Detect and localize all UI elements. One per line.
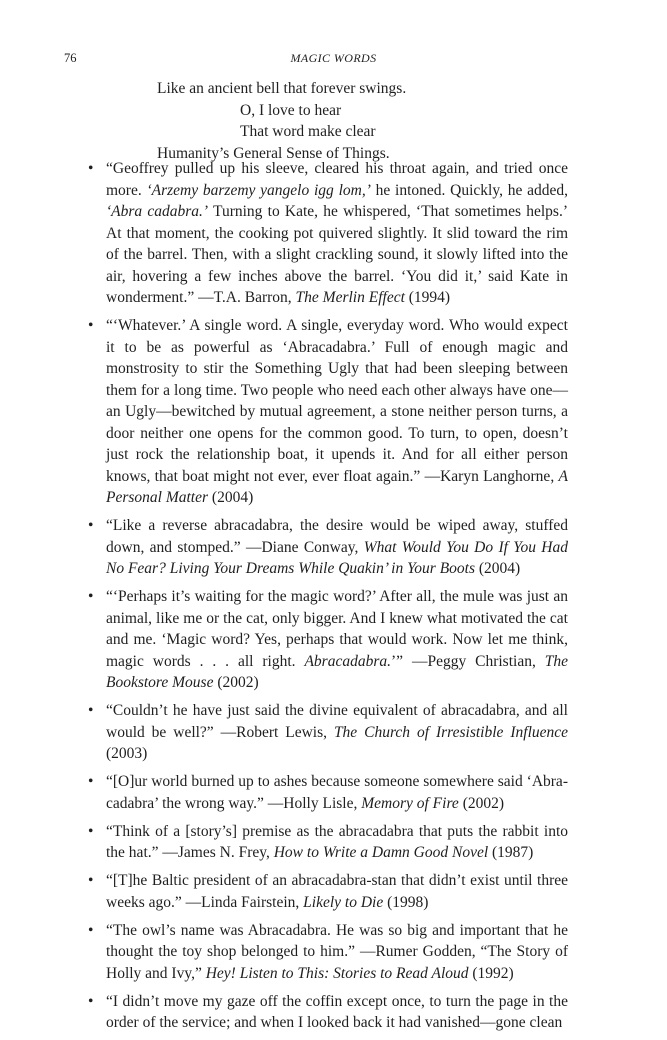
quotation-item <box>88 700 568 765</box>
quotation-text <box>106 771 568 814</box>
quotation-segment: he intoned. Quickly, he added, <box>370 181 568 199</box>
quotation-segment: (2003) <box>106 745 148 762</box>
poem-line: Humanity’s General Sense of Things. <box>157 144 390 162</box>
quotation-segment: “‘Perhaps it’s waiting for the magic word?’ After all, the mule was just an animal, like me or the cat, only bigger. And I knew what motivated the cat and me. ‘Magic word? Yes, perhaps that would work. Now let me think, magic words . . . all right. <box>106 588 568 670</box>
quotation-segment: (1987) <box>488 844 534 861</box>
quotation-item <box>88 870 568 913</box>
quotation-item <box>88 771 568 814</box>
bullet-icon: • <box>88 517 94 534</box>
quotation-segment: “[T]he Baltic president of an abracadabra-stan that didn’t exist until three weeks ago.” —Linda Fairstein, <box>106 872 568 911</box>
quotation-segment: “Couldn’t he have just said the divine equivalent of abracadabra, and all would be well?” —Robert Lewis, <box>106 702 568 741</box>
poem-line: O, I love to hear <box>240 101 342 119</box>
work-title: A Personal Matter <box>106 467 568 506</box>
work-title: Hey! Listen to This: Stories to Read Aloud <box>205 964 469 982</box>
quotation-segment: “[O]ur world burned up to ashes because someone somewhere said ‘Abracadabra’ the wrong way.” —Holly Lisle, <box>106 773 568 812</box>
quotation-item <box>88 821 568 864</box>
poem-excerpt <box>157 78 406 164</box>
quotation-segment: (1992) <box>468 964 514 982</box>
quotation-list <box>88 158 568 1040</box>
quotation-text <box>106 821 568 864</box>
bullet-icon: • <box>88 702 94 719</box>
quotation-segment: “Geoffrey pulled up his sleeve, cleared his throat again, and tried once more. <box>106 160 568 199</box>
bullet-icon: • <box>88 822 94 840</box>
work-title: ‘Abra cadabra.’ <box>106 203 209 220</box>
work-title: ‘Arzemy barzemy yangelo igg lom,’ <box>146 181 371 199</box>
quotation-item <box>88 920 568 985</box>
bullet-icon: • <box>88 588 94 605</box>
quotation-text <box>106 870 568 913</box>
quotation-text <box>106 991 568 1034</box>
page-number: 76 <box>64 51 77 65</box>
work-title: Abracadabra. <box>304 652 391 670</box>
work-title: What Would You Do If You Had No Fear? Living Your Dreams While Quakin’ in Your Boots <box>106 538 568 577</box>
quotation-text <box>106 315 568 509</box>
quotation-segment: Turning to Kate, he whispered, ‘That sometimes helps.’ At that moment, the cooking pot quivered slightly. It slid toward the rim of the barrel. Then, with a slight crackling sound, it slowly lifted into the air, hovering a few inches above the barrel. ‘You did it,’ said Kate in wonderment.” —T.A. Barron, <box>106 203 568 306</box>
quotation-item <box>88 991 568 1034</box>
work-title: The Bookstore Mouse <box>106 652 568 691</box>
quotation-text <box>106 515 568 580</box>
quotation-item <box>88 586 568 694</box>
quotation-segment: “The owl’s name was Abracadabra. He was so big and important that he thought the toy shop belonged to him.” —Rumer Godden, “The Story of Holly and Ivy,” <box>106 921 568 982</box>
bullet-icon: • <box>88 921 94 939</box>
running-title: MAGIC WORDS <box>290 51 377 65</box>
quotation-segment: (1994) <box>404 289 451 306</box>
quotation-segment: “‘Whatever.’ A single word. A single, everyday word. Who would expect it to be as powerful as ‘Abracadabra.’ Full of enough magic and monstrosity to stir the Something Ugly that had been sleeping between them for a long time. Two people who need each other always have one—an Ugly—bewitched by mutual agreement, a stone neither person turns, a door neither one opens for the common good. To turn, to open, doesn’t just rock the relationship boat, it upends it. And for all either person knows, that boat might not ever, ever float again.” —Karyn Langhorne, <box>106 317 568 485</box>
quotation-text <box>106 920 568 985</box>
bullet-icon: • <box>88 160 94 177</box>
work-title: How to Write a Damn Good Novel <box>273 844 489 861</box>
quotation-item <box>88 315 568 509</box>
quotation-segment: “I didn’t move my gaze off the coffin except once, to turn the page in the order of the service; and when I looked back it had vanished—gone clean <box>106 992 568 1031</box>
quotation-segment: ’” —Peggy Christian, <box>391 652 545 670</box>
bullet-icon: • <box>88 992 94 1010</box>
poem-line: That word make clear <box>240 123 376 140</box>
quotation-segment: “Like a reverse abracadabra, the desire would be wiped away, stuffed down, and stomped.” —Diane Conway, <box>106 517 568 556</box>
poem-line: Like an ancient bell that forever swings. <box>157 80 407 97</box>
work-title: Memory of Fire <box>361 794 459 812</box>
bullet-icon: • <box>88 317 94 334</box>
bullet-icon: • <box>88 773 94 790</box>
quotation-segment: (2002) <box>458 794 505 812</box>
work-title: Likely to Die <box>303 893 384 911</box>
quotation-item <box>88 515 568 580</box>
quotation-segment: “Think of a [story’s] premise as the abracadabra that puts the rabbit into the hat.” —James N. Frey, <box>106 822 568 861</box>
quotation-item <box>88 158 568 309</box>
quotation-text <box>106 158 568 309</box>
quotation-segment: (2002) <box>213 674 259 691</box>
quotation-segment: (1998) <box>383 893 429 911</box>
quotation-text <box>106 586 568 694</box>
quotation-segment: (2004) <box>208 489 254 506</box>
quotation-text <box>106 700 568 765</box>
bullet-icon: • <box>88 872 94 889</box>
quotation-segment: (2004) <box>475 560 521 577</box>
work-title: The Church of Irresistible Influence <box>333 723 569 741</box>
work-title: The Merlin Effect <box>295 289 405 306</box>
